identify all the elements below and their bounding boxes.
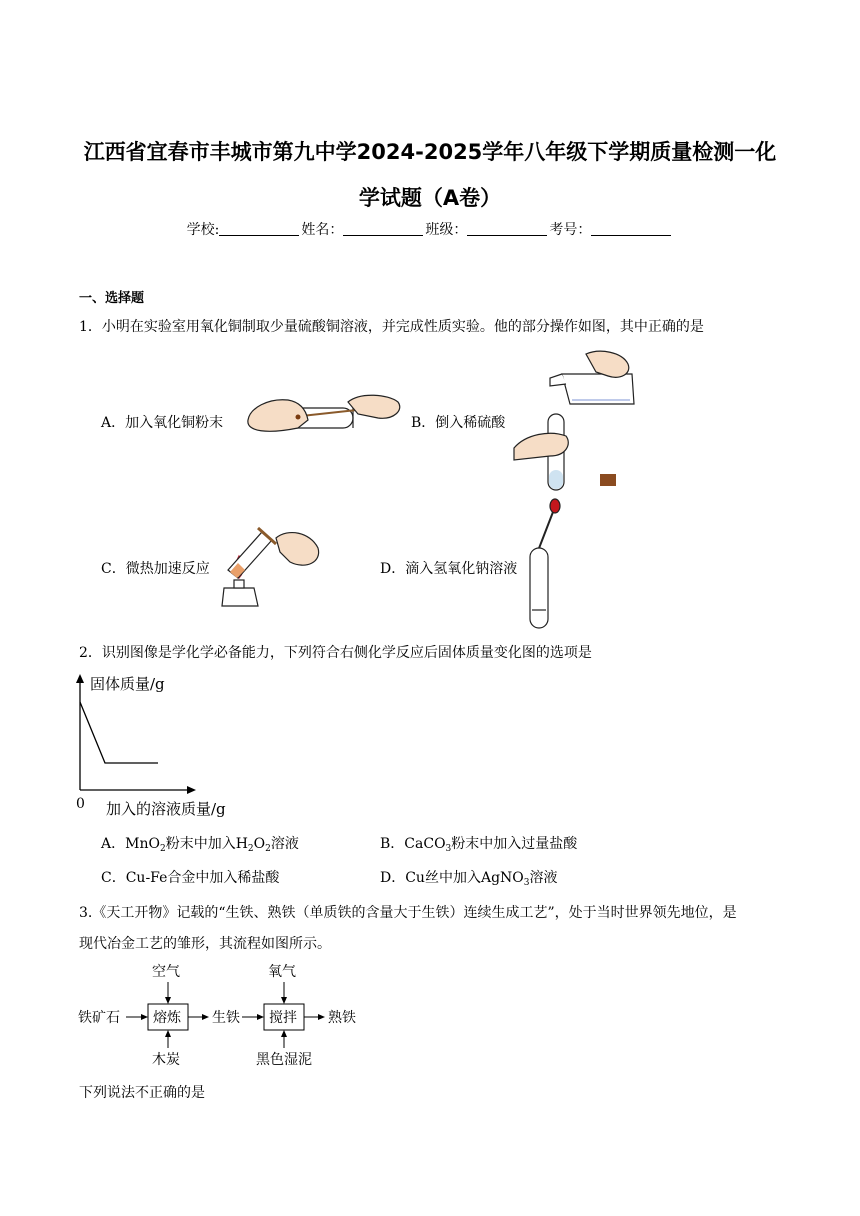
section-heading: 一、选择题 bbox=[79, 291, 145, 306]
school-label: 学校: bbox=[186, 222, 220, 238]
flow-stir: 搅拌 bbox=[269, 1010, 297, 1026]
mass-curve bbox=[80, 702, 158, 763]
q2-option-d[interactable]: D．Cu丝中加入AgNO$_3$溶液 bbox=[380, 870, 558, 888]
q1-illustration-a bbox=[228, 390, 408, 450]
document-title-line1: 江西省宜春市丰城市第九中学2024-2025学年八年级下学期质量检测一化 bbox=[83, 140, 777, 164]
class-label: 班级： bbox=[425, 222, 468, 238]
number-label: 考号： bbox=[549, 222, 592, 238]
name-blank[interactable] bbox=[343, 221, 423, 236]
x-axis-arrow-icon bbox=[187, 786, 196, 794]
q3-stem-line2: 现代冶金工艺的雏形，其流程如图所示。 bbox=[79, 936, 331, 952]
student-info bbox=[0, 219, 860, 239]
q1-illustration-b bbox=[510, 344, 640, 494]
q1-option-d[interactable]: D．滴入氢氧化钠溶液 bbox=[380, 561, 518, 577]
y-axis-label: 固体质量/g bbox=[90, 675, 165, 693]
q3-stem-line1: 3.《天工开物》记载的“生铁、熟铁（单质铁的含量大于生铁）连续生成工艺”，处于当时世界领先地位，是 bbox=[79, 905, 737, 921]
class-blank[interactable] bbox=[467, 221, 547, 236]
q3-followup: 下列说法不正确的是 bbox=[79, 1085, 205, 1101]
document-title-line2: 学试题（A卷） bbox=[358, 186, 502, 210]
q1-stem: 1．小明在实验室用氧化铜制取少量硫酸铜溶液，并完成性质实验。他的部分操作如图，其中正确的是 bbox=[79, 319, 704, 335]
name-label: 姓名： bbox=[301, 222, 344, 238]
flow-pig-iron: 生铁 bbox=[212, 1010, 240, 1026]
school-blank[interactable] bbox=[219, 221, 299, 236]
q2-option-c[interactable]: C．Cu-Fe合金中加入稀盐酸 bbox=[101, 870, 280, 886]
q1-option-c[interactable]: C．微热加速反应 bbox=[101, 561, 210, 577]
number-blank[interactable] bbox=[591, 221, 671, 236]
q2-mass-graph bbox=[72, 672, 272, 822]
q2-stem: 2．识别图像是学化学必备能力，下列符合右侧化学反应后固体质量变化图的选项是 bbox=[79, 645, 592, 661]
q1-illustration-d bbox=[520, 492, 580, 632]
q1-option-b[interactable]: B．倒入稀硫酸 bbox=[411, 415, 506, 431]
x-axis-label: 加入的溶液质量/g bbox=[106, 800, 226, 818]
q1-illustration-c bbox=[214, 520, 324, 615]
powder-icon bbox=[296, 415, 301, 420]
q1-option-a[interactable]: A．加入氧化铜粉末 bbox=[101, 415, 224, 431]
flow-smelt: 熔炼 bbox=[153, 1010, 181, 1026]
flow-charcoal: 木炭 bbox=[152, 1052, 180, 1068]
flow-oxygen: 氧气 bbox=[268, 964, 296, 980]
origin-label: 0 bbox=[76, 796, 85, 812]
stopper-icon bbox=[600, 474, 616, 486]
flow-black-mud: 黑色湿泥 bbox=[256, 1052, 312, 1068]
flow-wrought-iron: 熟铁 bbox=[328, 1010, 356, 1026]
y-axis-arrow-icon bbox=[76, 674, 84, 683]
q3-flow-diagram bbox=[76, 960, 376, 1072]
q2-option-b[interactable]: B．CaCO$_3$粉末中加入过量盐酸 bbox=[380, 836, 578, 854]
flow-iron-ore: 铁矿石 bbox=[78, 1010, 120, 1026]
flow-air: 空气 bbox=[152, 964, 180, 980]
q2-option-a[interactable]: A．MnO$_2$粉末中加入$H_2O_2$溶液 bbox=[101, 836, 299, 854]
